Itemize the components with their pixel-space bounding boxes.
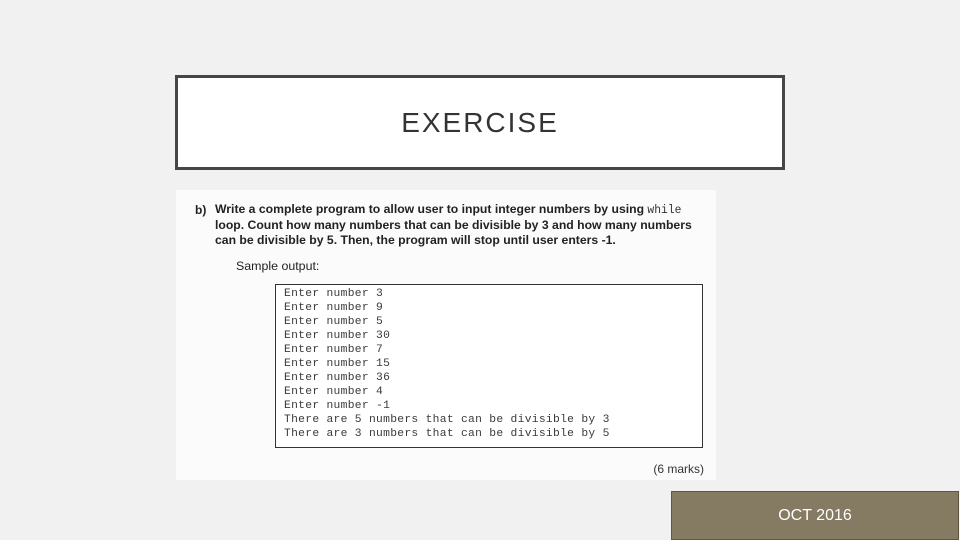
date-label: OCT 2016 [778, 506, 852, 524]
sample-output-label: Sample output: [236, 259, 320, 273]
sample-output-box [275, 284, 703, 448]
output-line: Enter number -1 [284, 400, 391, 412]
marks-label: (6 marks) [653, 462, 704, 476]
question-text-part1: Write a complete program to allow user to input integer numbers by using [215, 202, 648, 216]
output-line: Enter number 15 [284, 358, 391, 370]
output-line: There are 3 numbers that can be divisible by 5 [284, 428, 610, 440]
output-line: Enter number 36 [284, 372, 391, 384]
title-box [175, 75, 785, 170]
output-line: Enter number 7 [284, 344, 384, 356]
output-line: Enter number 3 [284, 288, 384, 300]
question-label: b) [195, 203, 207, 217]
slide-title: EXERCISE [401, 106, 559, 138]
question-image [176, 190, 716, 480]
output-line: There are 5 numbers that can be divisible by 3 [284, 414, 610, 426]
output-line: Enter number 4 [284, 386, 384, 398]
output-line: Enter number 5 [284, 316, 384, 328]
question-text-part2: loop. Count how many numbers that can be divisible by 3 and how many numbers can be divisible by 5. Then, the program will stop until user enters -1. [215, 218, 692, 247]
date-box [671, 491, 959, 540]
output-line: Enter number 30 [284, 330, 391, 342]
question-code-term: while [647, 204, 682, 217]
question-text [215, 202, 703, 248]
output-line: Enter number 9 [284, 302, 384, 314]
